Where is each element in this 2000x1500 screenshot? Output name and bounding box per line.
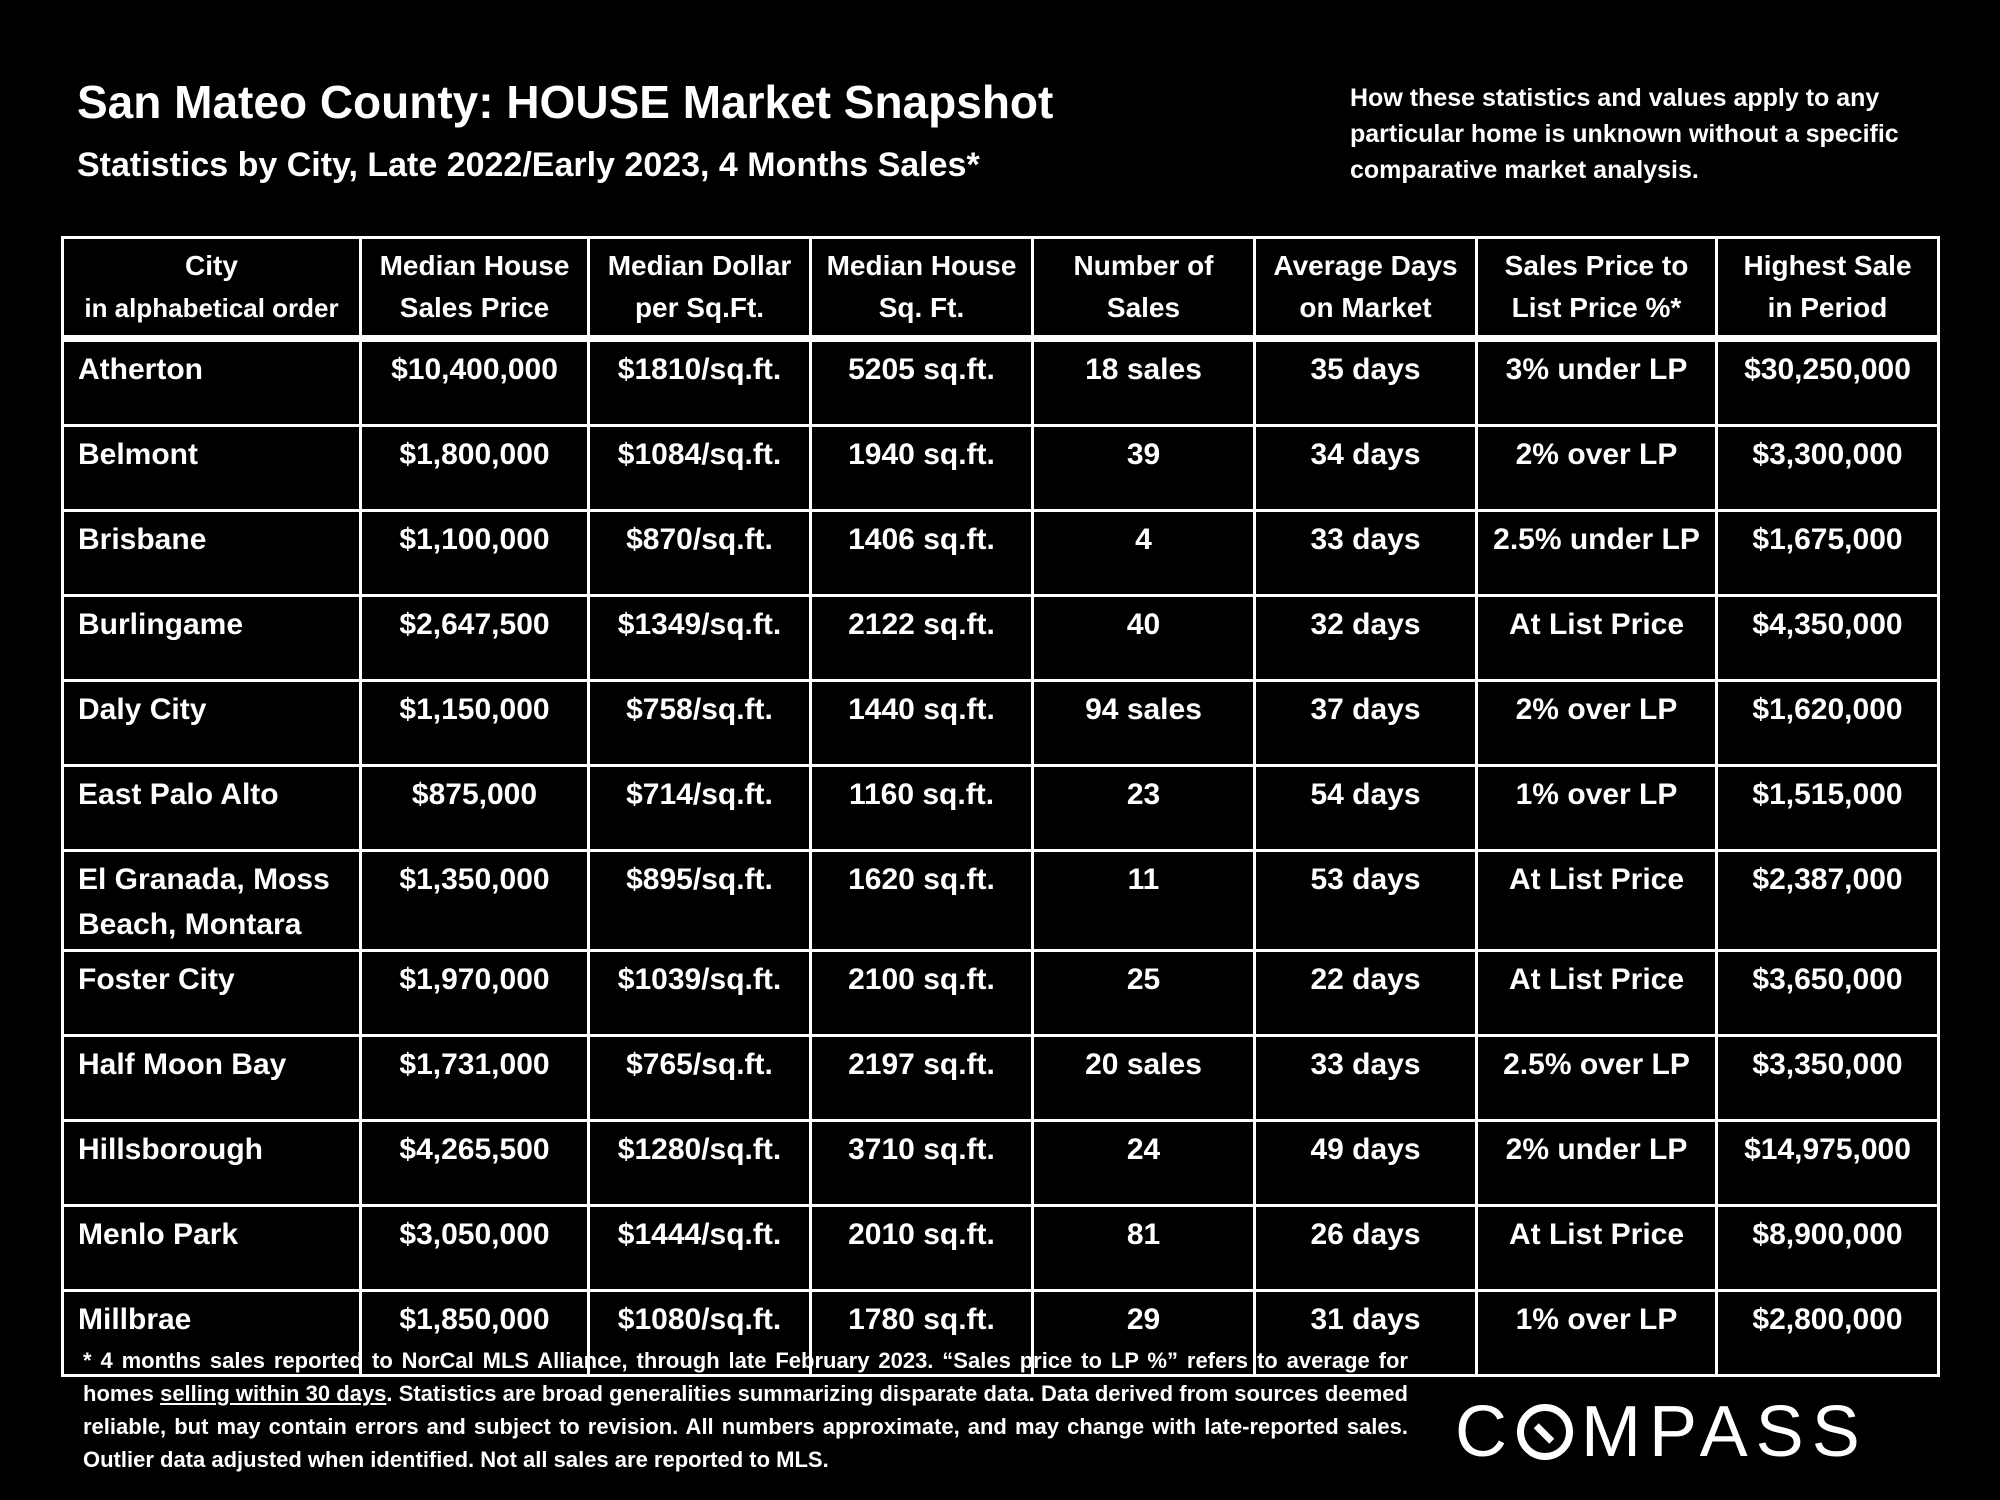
- cell-city: Burlingame: [63, 596, 361, 681]
- cell-highest-sale: $1,515,000: [1717, 766, 1939, 851]
- cell-days-on-market: 32 days: [1255, 596, 1477, 681]
- cell-number-of-sales: 11: [1033, 851, 1255, 951]
- cell-median-price: $1,150,000: [361, 681, 589, 766]
- header-city: City in alphabetical order: [63, 238, 361, 339]
- cell-dollar-per-sqft: $714/sq.ft.: [589, 766, 811, 851]
- cell-median-price: $3,050,000: [361, 1206, 589, 1291]
- cell-number-of-sales: 81: [1033, 1206, 1255, 1291]
- cell-dollar-per-sqft: $1349/sq.ft.: [589, 596, 811, 681]
- cell-highest-sale: $3,300,000: [1717, 426, 1939, 511]
- footnote-underlined: selling within 30 days: [160, 1381, 387, 1406]
- cell-number-of-sales: 20 sales: [1033, 1036, 1255, 1121]
- cell-days-on-market: 26 days: [1255, 1206, 1477, 1291]
- cell-days-on-market: 49 days: [1255, 1121, 1477, 1206]
- header-days-on-market: Average Days on Market: [1255, 238, 1477, 339]
- cell-median-price: $2,647,500: [361, 596, 589, 681]
- cell-dollar-per-sqft: $758/sq.ft.: [589, 681, 811, 766]
- cell-median-price: $875,000: [361, 766, 589, 851]
- table-row: [63, 511, 1939, 596]
- cell-highest-sale: $1,620,000: [1717, 681, 1939, 766]
- cell-number-of-sales: 29: [1033, 1291, 1255, 1376]
- cell-days-on-market: 54 days: [1255, 766, 1477, 851]
- footnote: * 4 months sales reported to NorCal MLS Alliance, through late February 2023. “Sales price to LP %” refers to average for homes selling within 30 days. Statistics are broad generalities summarizing disparate data. Data derived from sources deemed reliable, but may contain errors and subject to revision. All numbers approximate, and may change with late-reported sales. Outlier data adjusted when identified. Not all sales are reported to MLS.: [83, 1348, 1408, 1472]
- cell-number-of-sales: 25: [1033, 951, 1255, 1036]
- cell-days-on-market: 33 days: [1255, 511, 1477, 596]
- cell-highest-sale: $8,900,000: [1717, 1206, 1939, 1291]
- cell-dollar-per-sqft: $1039/sq.ft.: [589, 951, 811, 1036]
- cell-median-sqft: 1620 sq.ft.: [811, 851, 1033, 951]
- table-header-row: [63, 238, 1939, 339]
- cell-city: East Palo Alto: [63, 766, 361, 851]
- cell-number-of-sales: 24: [1033, 1121, 1255, 1206]
- cell-dollar-per-sqft: $1080/sq.ft.: [589, 1291, 811, 1376]
- cell-median-price: $1,970,000: [361, 951, 589, 1036]
- cell-highest-sale: $3,650,000: [1717, 951, 1939, 1036]
- header-sales-to-list: Sales Price to List Price %*: [1477, 238, 1717, 339]
- table-row: [63, 851, 1939, 951]
- cell-sales-to-list: 2.5% over LP: [1477, 1036, 1717, 1121]
- cell-city: Menlo Park: [63, 1206, 361, 1291]
- cell-sales-to-list: 2% under LP: [1477, 1121, 1717, 1206]
- cell-city: El Granada, Moss Beach, Montara: [63, 851, 361, 951]
- cell-median-price: $1,100,000: [361, 511, 589, 596]
- cell-number-of-sales: 39: [1033, 426, 1255, 511]
- cell-dollar-per-sqft: $895/sq.ft.: [589, 851, 811, 951]
- cell-dollar-per-sqft: $1280/sq.ft.: [589, 1121, 811, 1206]
- cell-median-sqft: 1440 sq.ft.: [811, 681, 1033, 766]
- cell-median-sqft: 1160 sq.ft.: [811, 766, 1033, 851]
- cell-city: Belmont: [63, 426, 361, 511]
- cell-number-of-sales: 40: [1033, 596, 1255, 681]
- cell-highest-sale: $3,350,000: [1717, 1036, 1939, 1121]
- cell-highest-sale: $30,250,000: [1717, 339, 1939, 426]
- header-dollar-per-sqft: Median Dollar per Sq.Ft.: [589, 238, 811, 339]
- table-row: [63, 1036, 1939, 1121]
- cell-highest-sale: $14,975,000: [1717, 1121, 1939, 1206]
- cell-city: Foster City: [63, 951, 361, 1036]
- cell-city: Daly City: [63, 681, 361, 766]
- cell-median-sqft: 1406 sq.ft.: [811, 511, 1033, 596]
- cell-median-sqft: 1780 sq.ft.: [811, 1291, 1033, 1376]
- page-subtitle: Statistics by City, Late 2022/Early 2023, 4 Months Sales*: [77, 146, 980, 184]
- table-row: [63, 339, 1939, 426]
- table-row: [63, 766, 1939, 851]
- cell-highest-sale: $2,800,000: [1717, 1291, 1939, 1376]
- cell-median-price: $1,350,000: [361, 851, 589, 951]
- cell-sales-to-list: At List Price: [1477, 951, 1717, 1036]
- cell-days-on-market: 31 days: [1255, 1291, 1477, 1376]
- header-median-price: Median House Sales Price: [361, 238, 589, 339]
- cell-sales-to-list: At List Price: [1477, 596, 1717, 681]
- cell-median-sqft: 5205 sq.ft.: [811, 339, 1033, 426]
- cell-dollar-per-sqft: $765/sq.ft.: [589, 1036, 811, 1121]
- cell-median-price: $10,400,000: [361, 339, 589, 426]
- cell-median-price: $1,850,000: [361, 1291, 589, 1376]
- cell-days-on-market: 53 days: [1255, 851, 1477, 951]
- cell-days-on-market: 34 days: [1255, 426, 1477, 511]
- table-row: [63, 1206, 1939, 1291]
- cell-sales-to-list: At List Price: [1477, 1206, 1717, 1291]
- cell-highest-sale: $1,675,000: [1717, 511, 1939, 596]
- cell-city: Half Moon Bay: [63, 1036, 361, 1121]
- header-highest-sale: Highest Sale in Period: [1717, 238, 1939, 339]
- cell-city: Hillsborough: [63, 1121, 361, 1206]
- page-title: San Mateo County: HOUSE Market Snapshot: [77, 76, 1054, 128]
- cell-sales-to-list: 3% under LP: [1477, 339, 1717, 426]
- cell-highest-sale: $4,350,000: [1717, 596, 1939, 681]
- cell-sales-to-list: 1% over LP: [1477, 1291, 1717, 1376]
- cell-dollar-per-sqft: $1810/sq.ft.: [589, 339, 811, 426]
- cell-city: Millbrae: [63, 1291, 361, 1376]
- header-median-sqft: Median House Sq. Ft.: [811, 238, 1033, 339]
- cell-city: Brisbane: [63, 511, 361, 596]
- compass-o-icon: [1517, 1404, 1573, 1460]
- cell-number-of-sales: 4: [1033, 511, 1255, 596]
- cell-sales-to-list: 2% over LP: [1477, 426, 1717, 511]
- header-number-of-sales: Number of Sales: [1033, 238, 1255, 339]
- table-body: [63, 339, 1939, 1376]
- table-row: [63, 426, 1939, 511]
- cell-days-on-market: 33 days: [1255, 1036, 1477, 1121]
- cell-median-price: $1,731,000: [361, 1036, 589, 1121]
- cell-dollar-per-sqft: $870/sq.ft.: [589, 511, 811, 596]
- cell-median-sqft: 2197 sq.ft.: [811, 1036, 1033, 1121]
- cell-sales-to-list: 2% over LP: [1477, 681, 1717, 766]
- cell-median-sqft: 2122 sq.ft.: [811, 596, 1033, 681]
- table-row: [63, 1121, 1939, 1206]
- table-row: [63, 596, 1939, 681]
- cell-sales-to-list: 1% over LP: [1477, 766, 1717, 851]
- cell-dollar-per-sqft: $1084/sq.ft.: [589, 426, 811, 511]
- compass-logo: C MPASS: [1455, 1392, 1868, 1472]
- table-row: [63, 951, 1939, 1036]
- cell-dollar-per-sqft: $1444/sq.ft.: [589, 1206, 811, 1291]
- cell-median-sqft: 3710 sq.ft.: [811, 1121, 1033, 1206]
- table-row: [63, 681, 1939, 766]
- cell-days-on-market: 35 days: [1255, 339, 1477, 426]
- cell-highest-sale: $2,387,000: [1717, 851, 1939, 951]
- cell-sales-to-list: At List Price: [1477, 851, 1717, 951]
- cell-number-of-sales: 23: [1033, 766, 1255, 851]
- cell-days-on-market: 37 days: [1255, 681, 1477, 766]
- cell-median-price: $4,265,500: [361, 1121, 589, 1206]
- disclaimer-text: How these statistics and values apply to any particular home is unknown without a specific comparative market analysis.: [1350, 84, 1899, 184]
- cell-median-sqft: 2010 sq.ft.: [811, 1206, 1033, 1291]
- market-stats-table: [61, 236, 1940, 1377]
- cell-median-sqft: 1940 sq.ft.: [811, 426, 1033, 511]
- cell-days-on-market: 22 days: [1255, 951, 1477, 1036]
- cell-sales-to-list: 2.5% under LP: [1477, 511, 1717, 596]
- cell-median-sqft: 2100 sq.ft.: [811, 951, 1033, 1036]
- cell-number-of-sales: 94 sales: [1033, 681, 1255, 766]
- cell-median-price: $1,800,000: [361, 426, 589, 511]
- cell-city: Atherton: [63, 339, 361, 426]
- cell-number-of-sales: 18 sales: [1033, 339, 1255, 426]
